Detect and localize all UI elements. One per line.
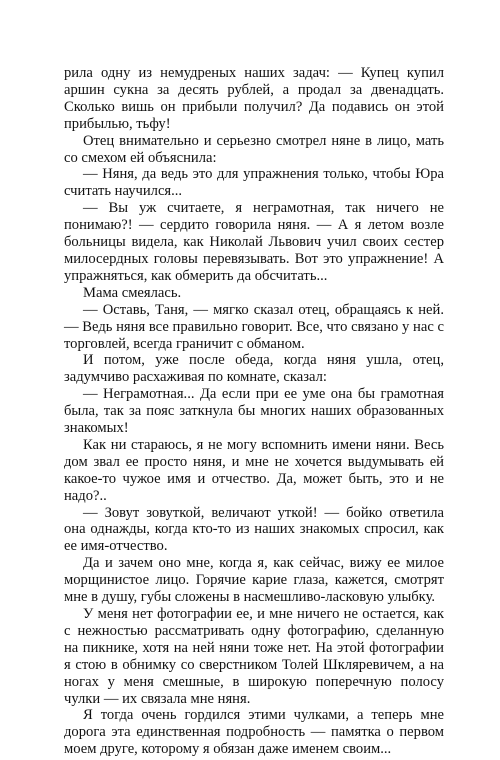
- paragraph-13: Я тогда очень гордился этими чулками, а теперь мне дорога эта единственная подробность — памятка о первом моем друге, которому я обязан даже именем своим...: [64, 707, 444, 758]
- paragraph-2: Отец внимательно и серьезно смотрел няне в лицо, мать со смехом ей объяснила:: [64, 132, 444, 166]
- paragraph-11: Да и зачем оно мне, когда я, как сейчас, вижу ее милое морщинистое лицо. Горячие карие глаза, кажется, смотрят мне в душу, губы сложены в насмешливо-ласковую улыбку.: [64, 555, 444, 606]
- paragraph-5: Мама смеялась.: [83, 284, 182, 301]
- paragraph-9: Как ни стараюсь, я не могу вспомнить имени няни. Весь дом звал ее просто няня, и мне не хочется выдумывать ей какое-то чужое имя и отчество. Да, может быть, это и не надо?..: [64, 436, 444, 504]
- paragraph-4: — Вы уж считаете, я неграмотная, так ничего не понимаю?! — сердито говорила няня. — А я летом возле больницы видела, как Николай Львович учил своих сестер милосердных головы перевязывать. Вот это упражнение! А упражняться, как обмерить да обсчитать...: [64, 200, 444, 284]
- paragraph-3: — Няня, да ведь это для упражнения только, чтобы Юра считать научился...: [64, 166, 444, 200]
- book-page: [64, 65, 444, 758]
- paragraph-12: У меня нет фотографии ее, и мне ничего не остается, как с нежностью рассматривать одну фотографию, сделанную на пикнике, хотя на ней няни тоже нет. На этой фотографии я стою в обнимку со сверстником Толей Шкляревичем, а на ногах у меня смешные, в широкую поперечную полосу чулки — их связала мне няня.: [64, 606, 444, 707]
- paragraph-6: — Оставь, Таня, — мягко сказал отец, обращаясь к ней. — Ведь няня все правильно говорит. Все, что связано у нас с торговлей, всегда граничит с обманом.: [64, 301, 444, 352]
- paragraph-1: рила одну из немудреных наших задач: — Купец купил аршин сукна за десять рублей, а продал за двенадцать. Сколько вишь он прибыли получил? Да подавись он этой прибылью, тьфу!: [64, 65, 444, 132]
- paragraph-7: И потом, уже после обеда, когда няня ушла, отец, задумчиво расхаживая по комнате, сказал:: [64, 352, 444, 386]
- paragraph-10: — Зовут зовуткой, величают уткой! — бойко ответила она однажды, когда кто-то из наших знакомых спросил, как ее имя-отчество.: [64, 504, 444, 555]
- paragraph-8: — Неграмотная... Да если при ее уме она бы грамотная была, так за пояс заткнула бы многих наших образованных знакомых!: [64, 386, 444, 437]
